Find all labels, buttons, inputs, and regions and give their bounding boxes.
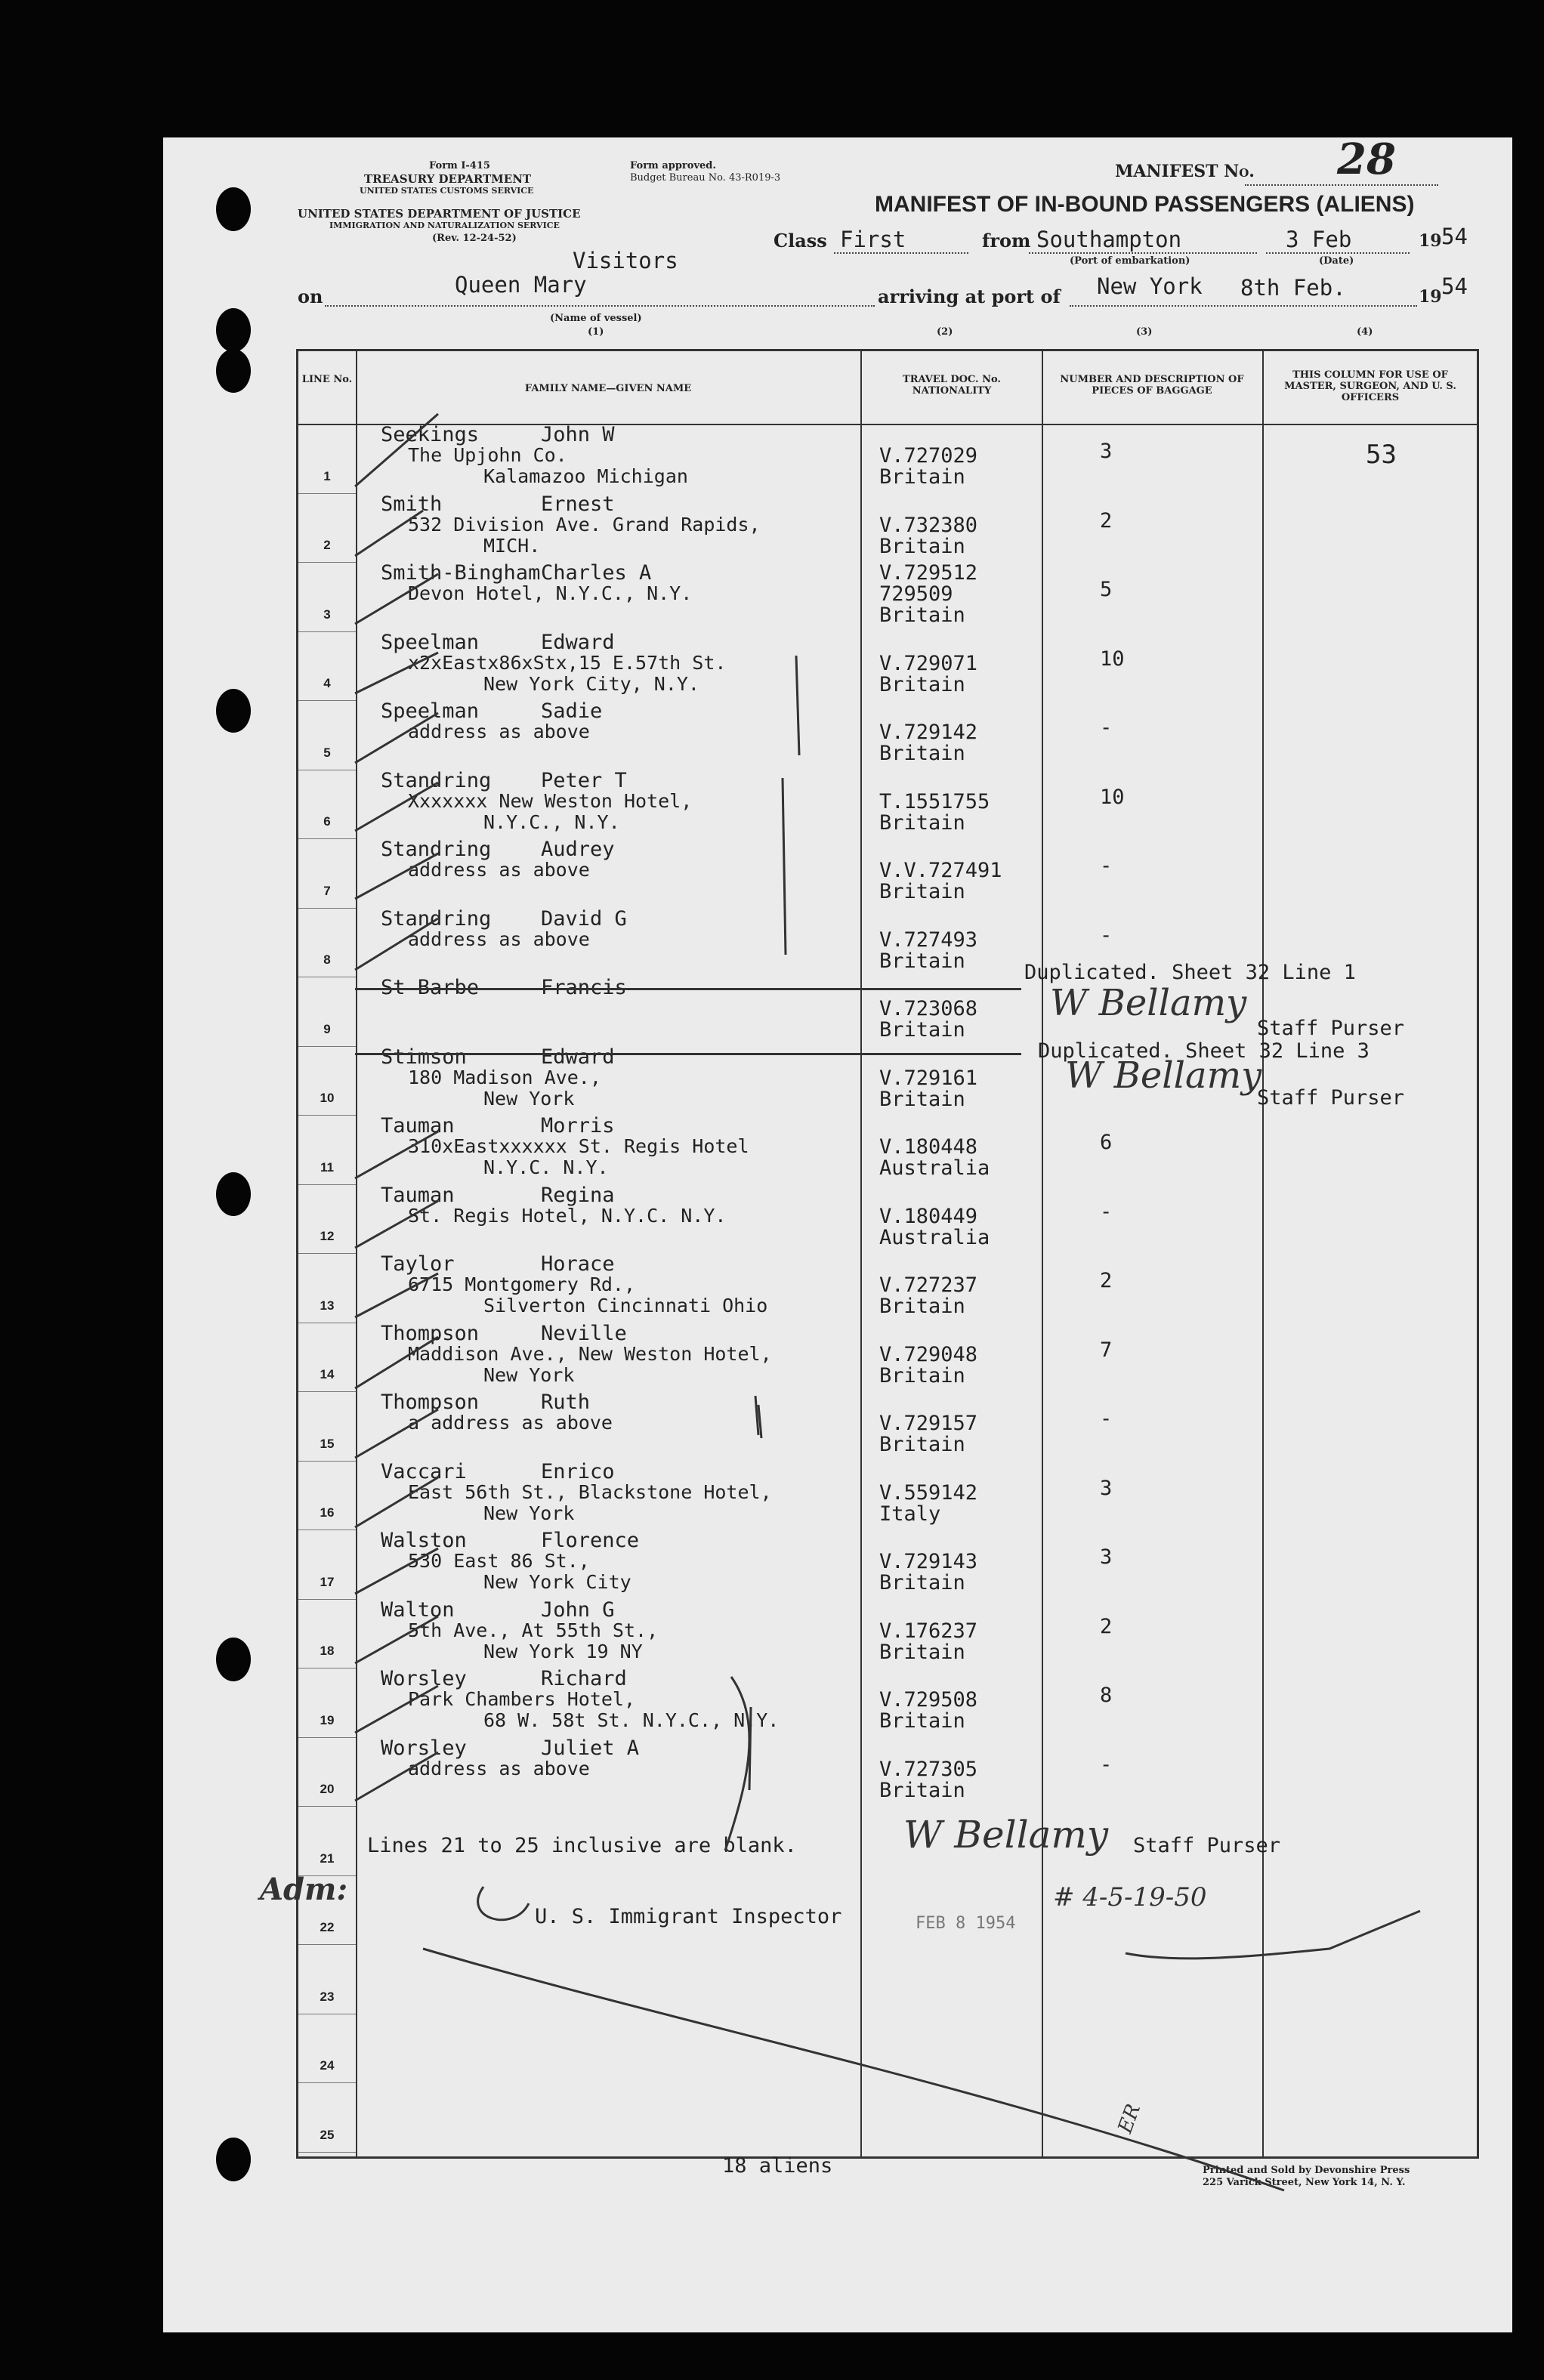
baggage-count: 3 xyxy=(1100,440,1113,463)
passenger-address-1: 532 Division Ave. Grand Rapids, xyxy=(408,513,761,536)
passenger-address-1: 6715 Montgomery Rd., xyxy=(408,1273,636,1295)
passenger-given-name: Audrey xyxy=(541,838,615,861)
customs-service: UNITED STATES CUSTOMS SERVICE xyxy=(360,186,534,196)
form-approved: Form approved. xyxy=(630,160,716,171)
nationality: Britain xyxy=(879,1295,965,1318)
departure-year: 54 xyxy=(1441,224,1468,249)
baggage-count: - xyxy=(1100,716,1113,739)
blank-lines-note: Lines 21 to 25 inclusive are blank. xyxy=(367,1834,797,1857)
nationality: Britain xyxy=(879,1640,965,1664)
line-number: 20 xyxy=(320,1782,335,1796)
nationality: Britain xyxy=(879,1571,965,1594)
blank-lines-role: Staff Purser xyxy=(1133,1834,1281,1857)
on-label: on xyxy=(298,286,323,307)
nationality: Britain xyxy=(879,880,965,903)
duplicate-role-2: Staff Purser xyxy=(1257,1086,1405,1110)
travel-doc-number: V.180448 xyxy=(879,1135,978,1159)
line-number: 17 xyxy=(320,1574,335,1589)
passenger-address-2: Kalamazoo Michigan xyxy=(483,465,688,487)
passenger-given-name: Edward xyxy=(541,1045,615,1069)
passenger-given-name: Regina xyxy=(541,1183,615,1207)
line-number: 25 xyxy=(320,2127,335,2142)
line-number: 4 xyxy=(323,676,331,690)
purser-signature-1: W Bellamy xyxy=(1050,982,1247,1024)
check-mark xyxy=(355,1616,438,1663)
line-number: 11 xyxy=(320,1159,334,1175)
passenger-given-name: Charles A xyxy=(541,561,652,585)
passenger-address-1: address as above xyxy=(408,928,590,950)
passenger-address-1: address as above xyxy=(408,1757,590,1780)
travel-doc-number: V.727029 xyxy=(879,444,978,468)
line-number: 12 xyxy=(320,1229,335,1243)
passenger-family-name: St Barbe xyxy=(381,976,480,999)
travel-doc-number: V.V.727491 xyxy=(879,859,1002,882)
arriving-label: arriving at port of xyxy=(878,286,1061,307)
col-num-4: (4) xyxy=(1357,326,1373,338)
baggage-count: 5 xyxy=(1100,578,1113,601)
check-mark xyxy=(355,1273,438,1317)
officer-note: 53 xyxy=(1366,440,1397,470)
travel-doc-number: V.729142 xyxy=(879,721,978,744)
travel-doc-number: V.727493 xyxy=(879,928,978,952)
col-header-line: LINE No. xyxy=(301,374,353,385)
travel-doc-number: T.1551755 xyxy=(879,789,990,813)
nationality: Britain xyxy=(879,1363,965,1388)
treasury-dept: TREASURY DEPARTMENT xyxy=(364,172,532,186)
passenger-family-name: Vaccari xyxy=(381,1459,467,1483)
line-number: 24 xyxy=(320,2058,335,2073)
passenger-family-name: Smith-Bingham xyxy=(381,561,541,585)
passenger-family-name: Thompson xyxy=(381,1321,480,1345)
baggage-count: 2 xyxy=(1100,508,1113,532)
passenger-address-1: address as above xyxy=(408,721,590,742)
check-mark xyxy=(355,414,438,486)
nationality: Britain xyxy=(879,949,965,973)
travel-doc-number: V.729143 xyxy=(879,1550,978,1573)
date-caption: (Date) xyxy=(1319,255,1354,267)
baggage-count: 8 xyxy=(1100,1684,1113,1707)
passenger-address-2: New York City, N.Y. xyxy=(483,672,699,695)
line-number: 5 xyxy=(323,745,331,760)
nationality: Britain xyxy=(879,810,965,835)
passenger-address-2: New York 19 NY xyxy=(483,1640,643,1662)
passenger-family-name: Speelman xyxy=(381,699,480,723)
passenger-family-name: Standring xyxy=(381,906,492,931)
line-number: 6 xyxy=(323,814,331,829)
baggage-count: 2 xyxy=(1100,1614,1113,1638)
baggage-count: 7 xyxy=(1100,1338,1113,1362)
travel-doc-number: V.729508 xyxy=(879,1688,978,1712)
passenger-address-2: MICH. xyxy=(483,534,541,557)
passenger-address-1: 180 Madison Ave., xyxy=(408,1066,601,1088)
line-number: 10 xyxy=(320,1091,335,1105)
check-mark xyxy=(355,783,438,831)
nationality: Britain xyxy=(879,534,965,558)
passenger-given-name: Neville xyxy=(541,1321,627,1345)
travel-doc-number: V.729071 xyxy=(879,651,978,675)
check-mark xyxy=(355,854,438,899)
col-num-1: (1) xyxy=(588,326,604,338)
travel-doc-alt: V.729512 xyxy=(879,561,978,585)
col-header-officers: THIS COLUMN FOR USE OF MASTER, SURGEON, AND U. S. OFFICERS xyxy=(1284,369,1456,403)
line-number: 19 xyxy=(320,1712,335,1727)
line-number: 1 xyxy=(323,468,331,483)
passenger-given-name: John W xyxy=(541,423,615,446)
passenger-given-name: Peter T xyxy=(541,768,627,792)
check-mark xyxy=(355,713,438,763)
from-value: Southampton xyxy=(1036,227,1182,252)
baggage-count: 10 xyxy=(1100,785,1125,809)
hand-code: # 4-5-19-50 xyxy=(1053,1882,1207,1912)
passenger-address-2: New York xyxy=(483,1502,575,1524)
passenger-family-name: Thompson xyxy=(381,1391,480,1414)
passenger-address-1: address as above xyxy=(408,859,590,881)
passenger-family-name: Standring xyxy=(381,768,492,792)
arrival-date: 8th Feb. xyxy=(1240,275,1346,301)
check-mark xyxy=(355,1548,438,1594)
passenger-given-name: Enrico xyxy=(541,1459,615,1483)
arrival-year-prefix: 19 xyxy=(1419,287,1442,307)
travel-doc-number: V.729048 xyxy=(879,1342,978,1366)
duplicate-role-1: Staff Purser xyxy=(1257,1017,1405,1040)
passenger-family-name: Worsley xyxy=(381,1736,467,1760)
adm-mark: Adm: xyxy=(260,1872,348,1907)
vessel-caption: (Name of vessel) xyxy=(550,313,642,324)
travel-doc-number: 729509 xyxy=(879,582,953,606)
check-mark xyxy=(355,918,438,970)
baggage-count: - xyxy=(1100,854,1113,878)
check-mark xyxy=(355,1477,438,1527)
passenger-address-1: a address as above xyxy=(408,1412,613,1434)
passenger-address-2: New York xyxy=(483,1363,575,1386)
baggage-count: 6 xyxy=(1100,1131,1113,1154)
passenger-address-1: 530 East 86 St., xyxy=(408,1550,590,1572)
line-number: 23 xyxy=(320,1989,335,2004)
check-mark xyxy=(355,1337,438,1388)
passenger-given-name: Florence xyxy=(541,1529,640,1552)
nationality: Britain xyxy=(879,1433,965,1456)
nationality: Britain xyxy=(879,1709,965,1733)
passenger-address-1: The Upjohn Co. xyxy=(408,444,567,466)
arrival-year: 54 xyxy=(1441,273,1468,299)
col-num-2: (2) xyxy=(937,326,953,338)
baggage-count: 3 xyxy=(1100,1545,1113,1569)
nationality: Britain xyxy=(879,742,965,765)
line-number: 15 xyxy=(320,1436,335,1451)
col-header-doc: TRAVEL DOC. No. NATIONALITY xyxy=(903,374,1001,397)
passenger-given-name: Morris xyxy=(541,1114,615,1138)
check-mark xyxy=(355,511,423,556)
baggage-count: 10 xyxy=(1100,647,1125,671)
line-number: 18 xyxy=(320,1644,335,1658)
passenger-address-2: N.Y.C. N.Y. xyxy=(483,1156,609,1178)
nationality: Britain xyxy=(879,465,965,489)
travel-doc-number: V.559142 xyxy=(879,1480,978,1505)
departure-date: 3 Feb xyxy=(1286,227,1352,252)
passenger-address-1: x2xEastx86xStx,15 E.57th St. xyxy=(408,651,727,674)
passenger-given-name: Richard xyxy=(541,1667,627,1690)
nationality: Britain xyxy=(879,1778,965,1802)
arrival-port: New York xyxy=(1097,273,1203,299)
passenger-family-name: Walton xyxy=(381,1597,455,1622)
baggage-count: - xyxy=(1100,1752,1113,1777)
nationality: Australia xyxy=(879,1225,990,1249)
nationality: Britain xyxy=(879,1087,965,1111)
inspection-stamp: FEB 8 1954 xyxy=(916,1914,1016,1933)
passenger-address-2: 68 W. 58t St. N.Y.C., N.Y. xyxy=(483,1709,780,1731)
line-number: 3 xyxy=(323,607,331,622)
manifest-number: 28 xyxy=(1337,134,1396,184)
passenger-family-name: Walston xyxy=(381,1529,467,1552)
manifest-title: MANIFEST OF IN-BOUND PASSENGERS (ALIENS) xyxy=(875,192,1415,217)
passenger-given-name: Juliet A xyxy=(541,1736,640,1760)
line-number: 14 xyxy=(320,1367,335,1381)
travel-doc-number: V.176237 xyxy=(879,1619,978,1643)
travel-doc-number: V.180449 xyxy=(879,1204,978,1228)
passenger-given-name: Ruth xyxy=(541,1391,591,1414)
class-label: Class xyxy=(774,230,827,252)
baggage-count: 3 xyxy=(1100,1476,1113,1500)
check-mark xyxy=(355,1409,438,1458)
passenger-family-name: Standring xyxy=(381,838,492,861)
passenger-address-1: East 56th St., Blackstone Hotel, xyxy=(408,1480,772,1503)
passenger-address-2: N.Y.C., N.Y. xyxy=(483,810,620,833)
check-mark xyxy=(355,1131,438,1178)
check-mark xyxy=(355,1752,438,1801)
check-mark xyxy=(355,1686,438,1733)
passenger-family-name: Speelman xyxy=(381,630,480,654)
col-num-3: (3) xyxy=(1136,326,1153,338)
passenger-address-1: Devon Hotel, N.Y.C., N.Y. xyxy=(408,582,693,604)
col-header-name: FAMILY NAME—GIVEN NAME xyxy=(524,383,692,394)
passenger-address-2: Silverton Cincinnati Ohio xyxy=(483,1295,768,1317)
passenger-family-name: Worsley xyxy=(381,1667,467,1690)
baggage-count: - xyxy=(1100,1407,1113,1431)
passenger-family-name: Taylor xyxy=(381,1252,455,1276)
passenger-given-name: Ernest xyxy=(541,492,615,516)
ins-service: IMMIGRATION AND NATURALIZATION SERVICE xyxy=(329,221,560,230)
visitors-note: Visitors xyxy=(573,248,678,273)
check-mark xyxy=(355,1201,438,1248)
baggage-count: 2 xyxy=(1100,1269,1113,1292)
form-number: Form I-415 xyxy=(429,160,490,171)
nationality: Britain xyxy=(879,603,965,627)
revision: (Rev. 12-24-52) xyxy=(432,233,517,244)
line-number: 21 xyxy=(320,1851,335,1866)
passenger-address-1: Xxxxxxx New Weston Hotel, xyxy=(408,789,693,812)
nationality: Britain xyxy=(879,672,965,696)
passenger-given-name: Horace xyxy=(541,1252,615,1276)
duplicate-note-2: Duplicated. Sheet 32 Line 3 xyxy=(1038,1039,1370,1063)
vessel-name: Queen Mary xyxy=(455,272,587,298)
baggage-count: - xyxy=(1100,923,1113,947)
total-aliens: 18 aliens xyxy=(722,2154,833,2178)
passenger-given-name: Francis xyxy=(541,976,627,999)
purser-signature-3: W Bellamy xyxy=(903,1813,1109,1857)
from-label: from xyxy=(982,230,1031,252)
printer-line-2: 225 Varick Street, New York 14, N. Y. xyxy=(1203,2177,1406,2188)
passenger-given-name: Sadie xyxy=(541,699,603,723)
check-mark xyxy=(355,653,438,693)
check-mark xyxy=(355,574,438,624)
nationality: Australia xyxy=(879,1156,990,1180)
col-header-baggage: NUMBER AND DESCRIPTION OF PIECES OF BAGGAGE xyxy=(1060,374,1244,397)
initials-mark: ER xyxy=(1113,2101,1145,2137)
line-number: 9 xyxy=(323,1021,331,1036)
passenger-family-name: Stimson xyxy=(381,1045,467,1069)
travel-doc-number: V.729157 xyxy=(879,1412,978,1435)
year-prefix: 19 xyxy=(1419,231,1442,251)
printer-line-1: Printed and Sold by Devonshire Press xyxy=(1203,2165,1410,2176)
line-number: 8 xyxy=(323,952,331,967)
travel-doc-number: V.729161 xyxy=(879,1066,978,1090)
passenger-given-name: Edward xyxy=(541,630,615,654)
class-value: First xyxy=(840,227,906,252)
baggage-count: - xyxy=(1100,1199,1113,1224)
manifest-no-label: MANIFEST No. xyxy=(1115,162,1255,181)
nationality: Italy xyxy=(879,1502,941,1526)
travel-doc-number: V.727305 xyxy=(879,1757,978,1781)
line-number: 16 xyxy=(320,1505,335,1520)
passenger-given-name: David G xyxy=(541,906,627,931)
passenger-address-1: Park Chambers Hotel, xyxy=(408,1688,636,1710)
passenger-family-name: Tauman xyxy=(381,1183,455,1207)
passenger-family-name: Tauman xyxy=(381,1114,455,1138)
line-number: 2 xyxy=(323,538,331,552)
travel-doc-number: V.723068 xyxy=(879,997,978,1020)
port-caption: (Port of embarkation) xyxy=(1070,255,1190,267)
passenger-given-name: John G xyxy=(541,1597,615,1622)
line-number: 13 xyxy=(320,1298,335,1313)
travel-doc-number: V.732380 xyxy=(879,513,978,537)
travel-doc-number: V.727237 xyxy=(879,1273,978,1297)
passenger-family-name: Seekings xyxy=(381,423,480,446)
passenger-address-1: St. Regis Hotel, N.Y.C. N.Y. xyxy=(408,1204,727,1227)
purser-signature-2: W Bellamy xyxy=(1065,1054,1262,1097)
passenger-address-2: New York xyxy=(483,1087,575,1110)
passenger-family-name: Smith xyxy=(381,492,443,516)
line-number: 7 xyxy=(323,883,331,898)
passenger-address-2: New York City xyxy=(483,1571,631,1593)
budget-bureau: Budget Bureau No. 43-R019-3 xyxy=(630,172,781,184)
inspector-title: U. S. Immigrant Inspector xyxy=(535,1905,842,1928)
nationality: Britain xyxy=(879,1018,965,1042)
justice-dept: UNITED STATES DEPARTMENT OF JUSTICE xyxy=(298,207,581,221)
passenger-address-1: 5th Ave., At 55th St., xyxy=(408,1619,659,1641)
passenger-address-1: Maddison Ave., New Weston Hotel, xyxy=(408,1342,772,1365)
duplicate-note-1: Duplicated. Sheet 32 Line 1 xyxy=(1024,961,1356,984)
passenger-address-1: 310xEastxxxxxx St. Regis Hotel xyxy=(408,1135,749,1157)
line-number: 22 xyxy=(320,1920,335,1934)
